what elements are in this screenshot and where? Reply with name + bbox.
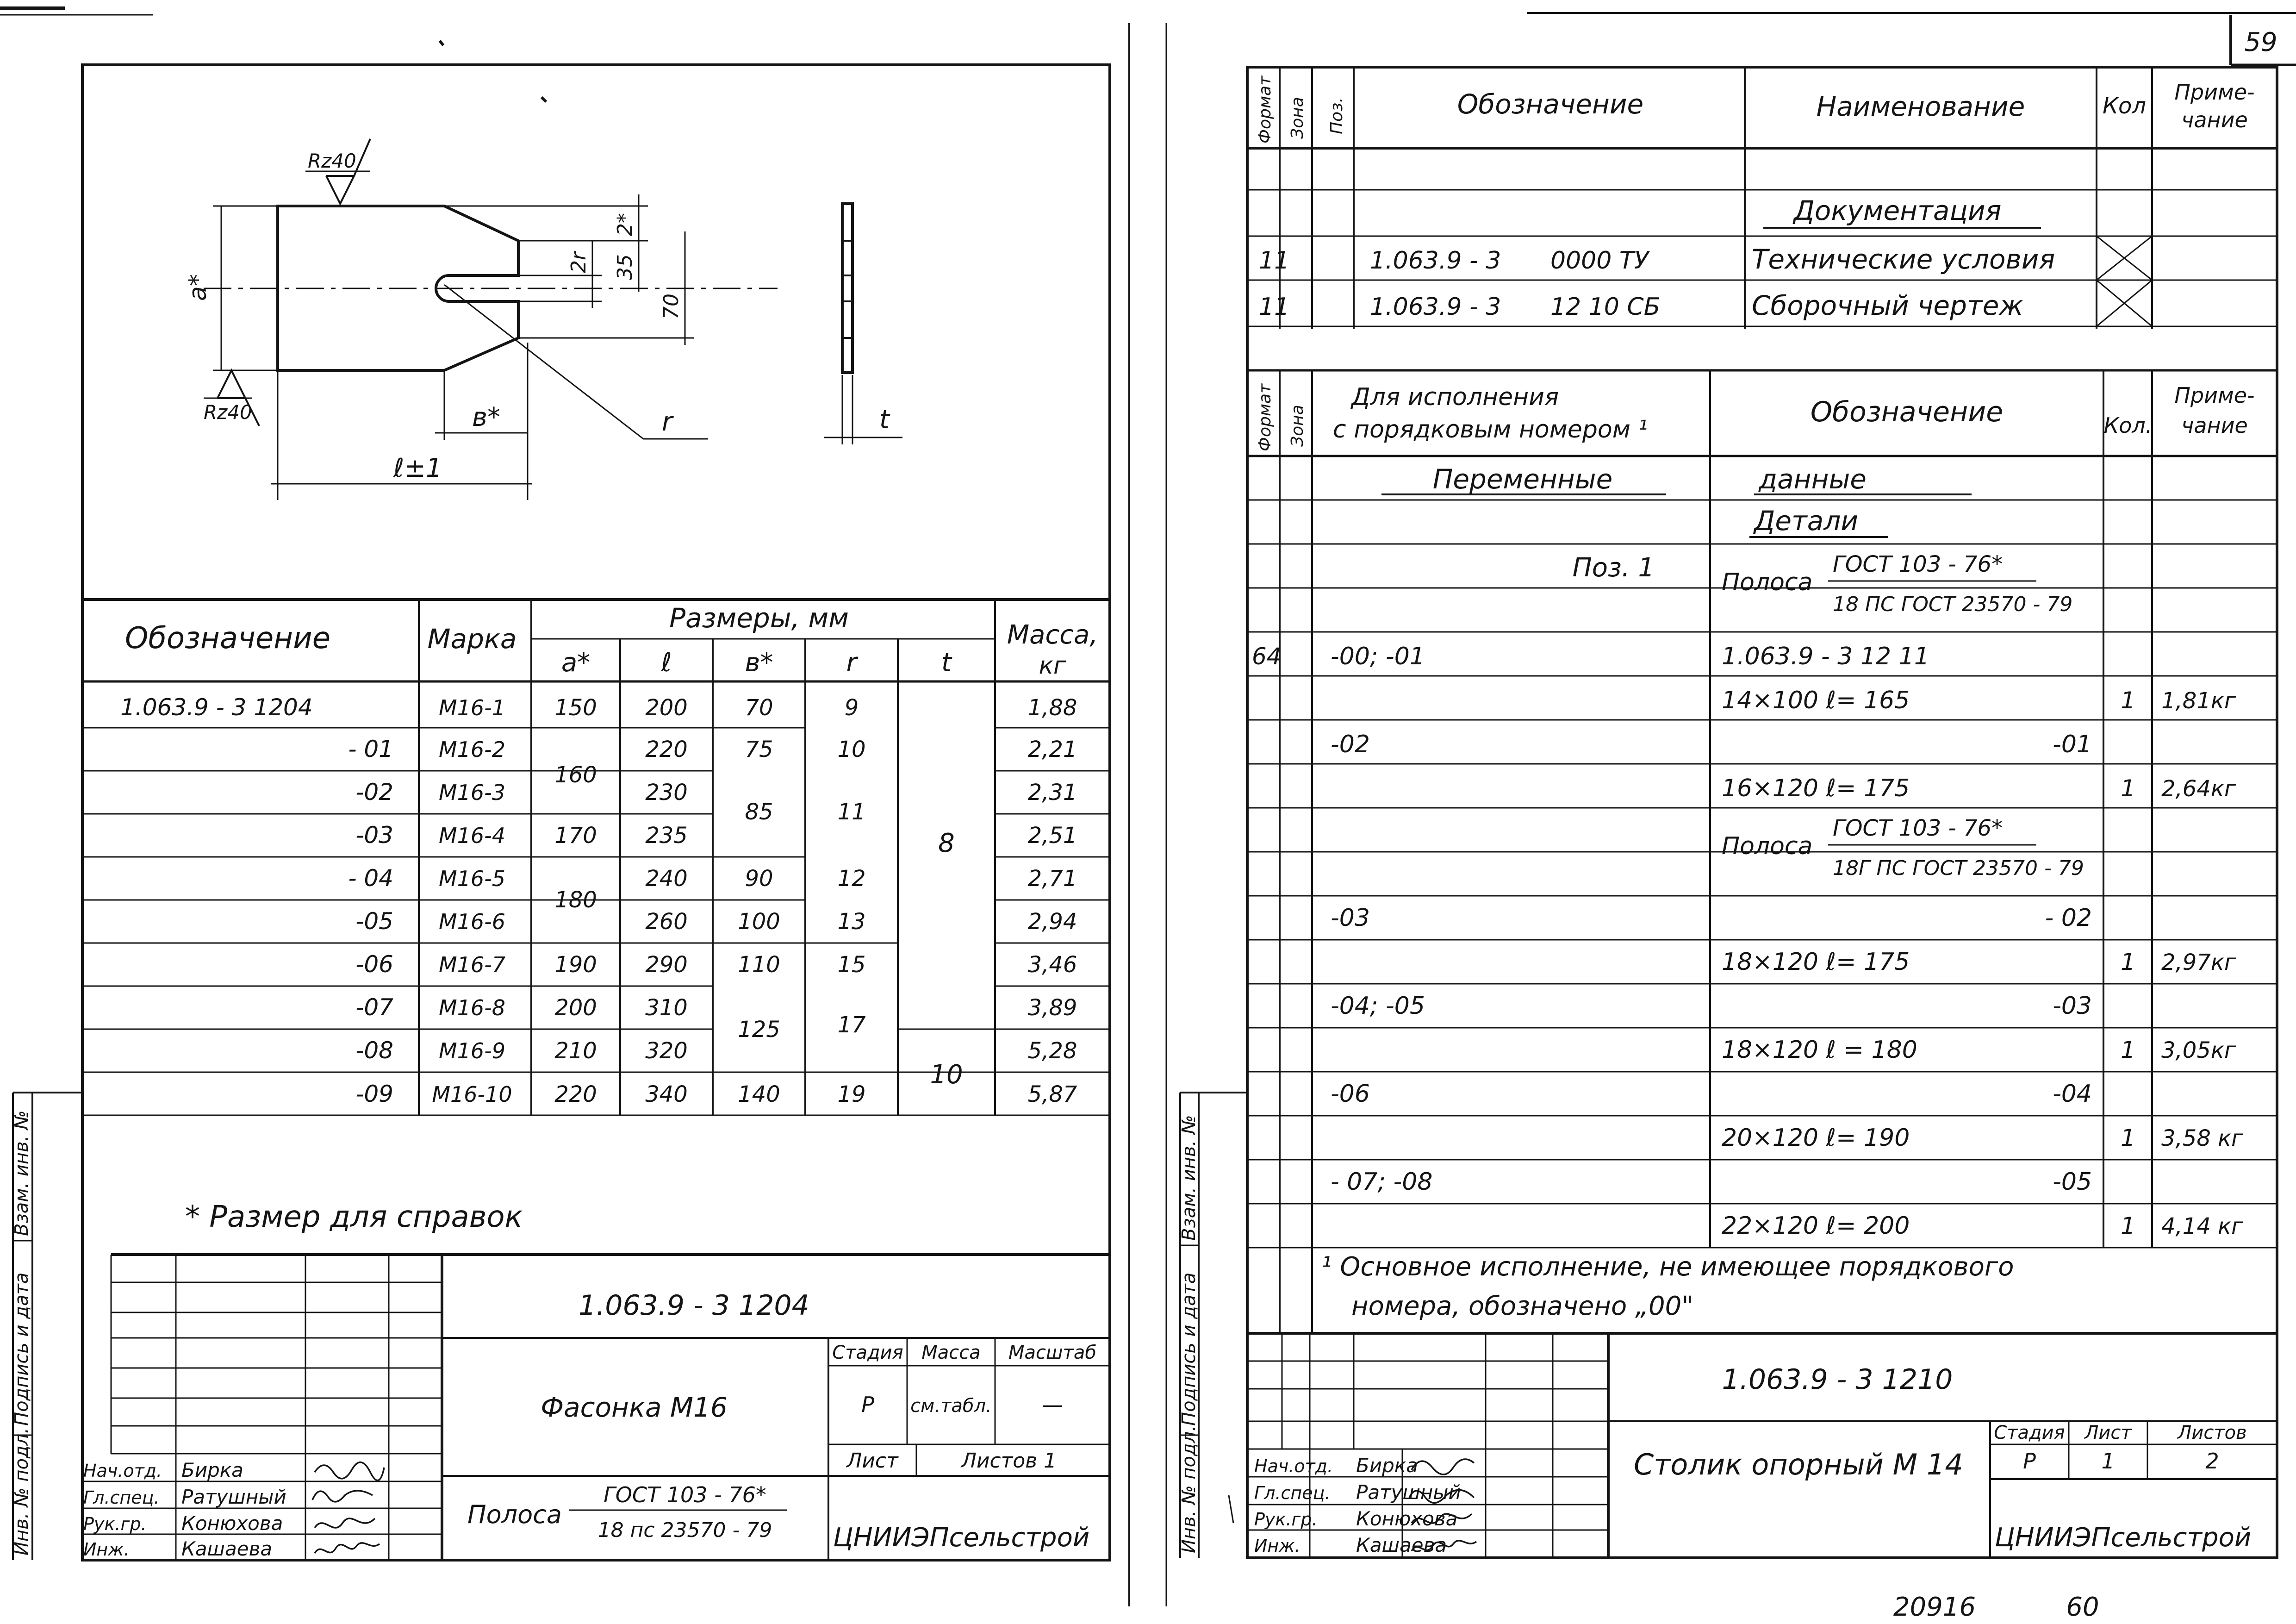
right-person-name: Ратушный xyxy=(1356,1481,1461,1504)
row-b: 100 xyxy=(738,909,780,935)
row-mass: 2,71 xyxy=(1027,866,1077,892)
row-l: 310 xyxy=(645,995,688,1021)
signature xyxy=(315,1518,375,1528)
left-org: ЦНИИЭПсельстрой xyxy=(833,1523,1090,1553)
var-h-note: чание xyxy=(2181,413,2248,438)
exec-designation: 1.063.9 - 3 12 11 xyxy=(1722,643,1929,670)
details-title: Детали xyxy=(1754,505,1859,537)
exec-size: 16×120 ℓ= 175 xyxy=(1722,775,1910,802)
row-designation: 1.063.9 - 3 1204 xyxy=(120,694,313,721)
th-mass-unit: кг xyxy=(1039,652,1066,680)
signature xyxy=(315,1543,380,1553)
left-material-bottom: 18 пс 23570 - 79 xyxy=(597,1518,772,1542)
dim-t-label: t xyxy=(879,405,890,435)
left-title-block xyxy=(82,1255,1110,1560)
left-person-name: Ратушный xyxy=(181,1486,286,1508)
doc-row-format: 11 xyxy=(1259,247,1290,275)
rz-top-label: Rz40 xyxy=(308,150,356,172)
list-item xyxy=(1722,1036,2236,1064)
gost-b-bottom: 18Г ПС ГОСТ 23570 - 79 xyxy=(1833,856,2084,880)
doc-row-format: 11 xyxy=(1259,293,1290,321)
spec-h-pos: Поз. xyxy=(1327,97,1346,134)
exec-label: -06 xyxy=(1331,1080,1370,1108)
gost-b-top: ГОСТ 103 - 76* xyxy=(1833,815,2003,841)
polosa-label: Полоса xyxy=(1722,568,1813,596)
list-item xyxy=(1331,1168,2092,1196)
right-org: ЦНИИЭПсельстрой xyxy=(1995,1523,2252,1553)
right-person-name: Кашаева xyxy=(1356,1534,1447,1556)
list-item xyxy=(1331,643,1929,670)
list-item xyxy=(1331,1080,2092,1108)
gost-a-bottom: 18 ПС ГОСТ 23570 - 79 xyxy=(1833,593,2073,616)
page-number: 59 xyxy=(2244,27,2277,57)
exec-note: 2,64кг xyxy=(2161,776,2236,802)
row-mass: 2,21 xyxy=(1027,737,1077,762)
left-part-name: Фасонка М16 xyxy=(541,1392,728,1423)
row-r: 17 xyxy=(837,1012,866,1038)
left-side-strip xyxy=(11,1093,82,1560)
row-a: 220 xyxy=(554,1081,597,1107)
left-person-name: Кашаева xyxy=(181,1537,273,1560)
table-row xyxy=(355,951,1077,978)
left-material-top: ГОСТ 103 - 76* xyxy=(604,1482,766,1507)
row-mark: М16-8 xyxy=(438,995,506,1020)
doc-section-title: Документация xyxy=(1793,195,2002,226)
exec-note: 2,97кг xyxy=(2161,949,2236,975)
right-doc-number: 1.063.9 - 3 1210 xyxy=(1722,1363,1953,1396)
exec-label: -03 xyxy=(1331,904,1370,932)
right-sheet xyxy=(1178,67,2277,1558)
spec-h-designation: Обозначение xyxy=(1457,88,1644,120)
doc-row-designation: 1.063.9 - 3 xyxy=(1370,247,1501,275)
row-a: 190 xyxy=(554,952,597,978)
left-mass: см.табл. xyxy=(910,1395,992,1417)
exec-note: 1,81кг xyxy=(2161,688,2236,714)
right-person-role: Инж. xyxy=(1254,1536,1300,1556)
t-merged-10: 10 xyxy=(930,1060,963,1090)
row-mark: М16-2 xyxy=(438,737,506,762)
row-b: 110 xyxy=(738,952,780,978)
row-l: 235 xyxy=(645,823,688,849)
spec-h-note: чание xyxy=(2181,107,2248,132)
left-sheets-header: Листов 1 xyxy=(961,1449,1057,1473)
footnote-line-2: номера, обозначено „00" xyxy=(1351,1291,1694,1321)
right-side-label-sign: Подпись и дата xyxy=(1178,1272,1200,1426)
th-mark: Марка xyxy=(427,623,517,655)
right-sheet: 1 xyxy=(2101,1449,2115,1474)
t-merged-8: 8 xyxy=(938,828,955,858)
row-l: 220 xyxy=(645,737,688,762)
row-l: 340 xyxy=(645,1081,688,1107)
exec-qty: 1 xyxy=(2121,775,2135,802)
right-stage-header: Стадия xyxy=(1994,1422,2065,1443)
row-designation: - 04 xyxy=(348,865,393,892)
row-designation: -02 xyxy=(355,779,393,806)
reference-note: * Размер для справок xyxy=(185,1200,523,1234)
exec-label: -04; -05 xyxy=(1331,992,1425,1020)
bottom-stamp: 20916 xyxy=(1893,1592,1976,1622)
exec-qty: 1 xyxy=(2121,687,2135,714)
row-a: 170 xyxy=(554,823,597,849)
exec-label: -00; -01 xyxy=(1331,643,1425,670)
left-stage: Р xyxy=(861,1392,874,1417)
exec-label: - 07; -08 xyxy=(1331,1168,1433,1196)
left-scale: — xyxy=(1042,1392,1063,1417)
exec-size: 22×120 ℓ= 200 xyxy=(1722,1212,1910,1240)
row-mass: 3,46 xyxy=(1027,952,1077,978)
doc-row-code: 0000 ТУ xyxy=(1550,247,1649,275)
exec-label: -02 xyxy=(1331,731,1370,758)
spec-h-name: Наименование xyxy=(1816,91,2025,122)
row-mass: 3,89 xyxy=(1027,995,1077,1021)
th-mass: Масса, xyxy=(1007,620,1098,650)
th-r: r xyxy=(846,648,857,678)
left-person-role: Гл.спец. xyxy=(83,1487,160,1508)
row-mass: 5,87 xyxy=(1027,1081,1077,1107)
left-person-role: Рук.гр. xyxy=(83,1514,147,1534)
var-h-note: Приме- xyxy=(2174,383,2255,408)
row-mark: М16-4 xyxy=(438,823,506,848)
row-mark: М16-1 xyxy=(438,695,506,720)
left-person-name: Бирка xyxy=(181,1459,243,1481)
left-scale-header: Масштаб xyxy=(1008,1342,1097,1363)
table-row xyxy=(355,887,1077,935)
footnote-line-1: ¹ Основное исполнение, не имеющее порядкового xyxy=(1321,1252,2014,1282)
exec-suffix: -01 xyxy=(2053,731,2092,758)
part-drawing xyxy=(184,139,902,500)
row-r: 19 xyxy=(837,1081,866,1107)
row-mass: 2,31 xyxy=(1027,780,1077,806)
exec-note: 3,05кг xyxy=(2161,1037,2236,1063)
dim-a-label: a* xyxy=(184,274,212,301)
doc-row-designation: 1.063.9 - 3 xyxy=(1370,293,1501,321)
left-sheet xyxy=(11,65,1110,1560)
list-item xyxy=(1722,948,2236,976)
doc-row-code: 12 10 СБ xyxy=(1550,293,1661,321)
var-h-designation: Обозначение xyxy=(1810,396,2004,428)
exec-note: 4,14 кг xyxy=(2161,1213,2243,1239)
right-sheets: 2 xyxy=(2205,1449,2219,1474)
left-sheet-header: Лист xyxy=(846,1449,898,1473)
spec-h-note: Приме- xyxy=(2174,80,2255,105)
row-l: 290 xyxy=(645,952,688,978)
right-person-name: Бирка xyxy=(1356,1454,1418,1477)
table-row xyxy=(355,1081,1077,1107)
table-row xyxy=(120,694,1077,721)
row-mark: М16-5 xyxy=(438,866,506,891)
exec-suffix: -03 xyxy=(2053,992,2092,1020)
left-person-name: Конюхова xyxy=(181,1512,283,1535)
row-mark: М16-3 xyxy=(438,780,506,805)
spec-h-format: Формат xyxy=(1256,75,1275,144)
row-a: 210 xyxy=(554,1038,597,1064)
var-h-qty: Кол. xyxy=(2103,413,2153,438)
right-side-strip xyxy=(1178,1093,1247,1558)
list-item xyxy=(1331,904,2092,932)
exec-qty: 1 xyxy=(2121,1212,2135,1239)
pos-label: Поз. 1 xyxy=(1572,553,1655,583)
exec-suffix: -05 xyxy=(2053,1168,2092,1196)
left-doc-number: 1.063.9 - 3 1204 xyxy=(579,1289,809,1322)
exec-qty: 1 xyxy=(2121,949,2135,975)
spec-table xyxy=(1247,67,2277,1333)
row-a: 150 xyxy=(554,695,597,721)
spec-h-qty: Кол xyxy=(2102,93,2147,119)
right-sheets-header: Листов xyxy=(2178,1422,2247,1443)
exec-suffix: -04 xyxy=(2053,1080,2092,1108)
th-sizes: Размеры, мм xyxy=(669,602,849,634)
left-side-label-vzam: Взам. инв. № xyxy=(11,1110,32,1236)
bottom-page: 60 xyxy=(2066,1592,2099,1622)
format-64: 64 xyxy=(1252,643,1282,670)
row-l: 200 xyxy=(645,695,688,721)
th-designation: Обозначение xyxy=(125,621,331,656)
row-r: 11 xyxy=(837,799,866,825)
gost-a-top: ГОСТ 103 - 76* xyxy=(1833,551,2003,577)
row-r: 13 xyxy=(837,909,866,935)
row-mark: М16-9 xyxy=(438,1038,506,1063)
exec-qty: 1 xyxy=(2121,1037,2135,1063)
right-side-label-vzam: Взам. инв. № xyxy=(1178,1115,1200,1241)
exec-size: 18×120 ℓ = 180 xyxy=(1722,1036,1917,1064)
doc-row xyxy=(1259,290,2023,321)
th-t: t xyxy=(941,648,952,678)
row-mark: М16-6 xyxy=(438,909,506,934)
left-person-role: Нач.отд. xyxy=(83,1461,162,1481)
row-l: 320 xyxy=(645,1038,688,1064)
row-l: 260 xyxy=(645,909,688,935)
signature xyxy=(1412,1459,1474,1474)
exec-size: 18×120 ℓ= 175 xyxy=(1722,948,1910,976)
row-mass: 1,88 xyxy=(1027,695,1077,721)
exec-qty: 1 xyxy=(2121,1124,2135,1151)
dim-2r-label: 2r xyxy=(567,251,591,273)
rz-bottom-label: Rz40 xyxy=(204,401,252,424)
right-person-role: Нач.отд. xyxy=(1254,1456,1333,1476)
row-designation: -08 xyxy=(355,1037,393,1064)
exec-size: 14×100 ℓ= 165 xyxy=(1722,687,1910,714)
var-h-format: Формат xyxy=(1256,383,1275,451)
exec-note: 3,58 кг xyxy=(2161,1125,2243,1151)
var-h-zone: Зона xyxy=(1288,405,1307,447)
row-l: 230 xyxy=(645,780,688,806)
dimensions-table xyxy=(82,600,1110,1115)
exec-suffix: - 02 xyxy=(2045,904,2092,932)
row-designation: -07 xyxy=(355,994,393,1021)
right-person-name: Конюхова xyxy=(1356,1507,1458,1530)
row-mass: 2,51 xyxy=(1027,823,1077,849)
left-person-role: Инж. xyxy=(83,1539,130,1560)
left-side-label-inv: Инв. № подл. xyxy=(11,1428,32,1555)
dim-35-label: 35 xyxy=(613,254,637,280)
row-r: 9 xyxy=(844,695,859,721)
signature xyxy=(312,1491,373,1502)
row-designation: -05 xyxy=(355,908,393,935)
row-mark: М16-7 xyxy=(438,952,506,977)
left-material-label: Полоса xyxy=(467,1500,562,1529)
row-r: 12 xyxy=(837,866,866,892)
row-r: 10 xyxy=(837,737,866,762)
row-b: 70 xyxy=(745,695,773,721)
spec-h-zone: Зона xyxy=(1288,97,1307,139)
row-r: 15 xyxy=(837,952,866,978)
left-stage-header: Стадия xyxy=(832,1342,903,1363)
signature xyxy=(315,1462,384,1480)
dim-l-label: ℓ±1 xyxy=(393,453,442,483)
var-title-left: Переменные xyxy=(1432,463,1613,495)
var-h-exec: с порядковым номером ¹ xyxy=(1333,416,1648,443)
row-b: 140 xyxy=(738,1081,780,1107)
right-person-role: Гл.спец. xyxy=(1254,1483,1331,1503)
list-item xyxy=(1722,775,2236,802)
row-mass: 2,94 xyxy=(1027,909,1077,935)
table-row xyxy=(355,994,1077,1021)
list-item xyxy=(1331,731,2092,758)
row-designation: -03 xyxy=(355,822,393,849)
var-title-right: данные xyxy=(1759,463,1867,495)
right-sheet-header: Лист xyxy=(2084,1422,2132,1443)
doc-row-name: Технические условия xyxy=(1752,244,2055,275)
doc-row-name: Сборочный чертеж xyxy=(1752,290,2023,321)
row-a: 160 xyxy=(554,762,597,788)
row-designation: -06 xyxy=(355,951,393,978)
list-item xyxy=(1722,1124,2243,1152)
table-row xyxy=(355,799,1077,849)
dim-b-label: в* xyxy=(472,402,501,432)
row-a: 180 xyxy=(554,887,597,913)
row-designation: - 01 xyxy=(348,736,393,762)
row-a: 200 xyxy=(554,995,597,1021)
list-item xyxy=(1722,687,2236,714)
row-b: 85 xyxy=(745,799,773,825)
row-b: 90 xyxy=(745,866,773,892)
row-b: 75 xyxy=(745,737,773,762)
left-side-label-sign: Подпись и дата xyxy=(11,1272,32,1426)
row-b: 125 xyxy=(738,1017,780,1043)
doc-row xyxy=(1259,244,2055,275)
row-designation: -09 xyxy=(355,1081,393,1107)
th-l: ℓ xyxy=(661,648,672,678)
right-stage: Р xyxy=(2023,1449,2036,1474)
table-row xyxy=(355,762,1077,806)
var-h-exec: Для исполнения xyxy=(1351,383,1559,411)
dim-70-label: 70 xyxy=(660,294,683,319)
row-l: 240 xyxy=(645,866,688,892)
th-a: a* xyxy=(561,648,591,678)
exec-size: 20×120 ℓ= 190 xyxy=(1722,1124,1910,1152)
right-title-block xyxy=(1229,1333,2277,1558)
right-side-label-inv: Инв. № подл. xyxy=(1178,1425,1200,1553)
list-item xyxy=(1722,1212,2243,1240)
dim-2-label: 2* xyxy=(613,213,637,236)
row-mass: 5,28 xyxy=(1027,1038,1077,1064)
left-mass-header: Масса xyxy=(921,1342,981,1363)
right-person-role: Рук.гр. xyxy=(1254,1509,1318,1530)
th-b: в* xyxy=(745,648,773,678)
row-mark: М16-10 xyxy=(432,1082,512,1107)
dim-r-label: r xyxy=(662,407,673,437)
list-item xyxy=(1331,992,2092,1020)
right-part-name: Столик опорный М 14 xyxy=(1634,1448,1963,1481)
polosa-label-b: Полоса xyxy=(1722,832,1813,860)
